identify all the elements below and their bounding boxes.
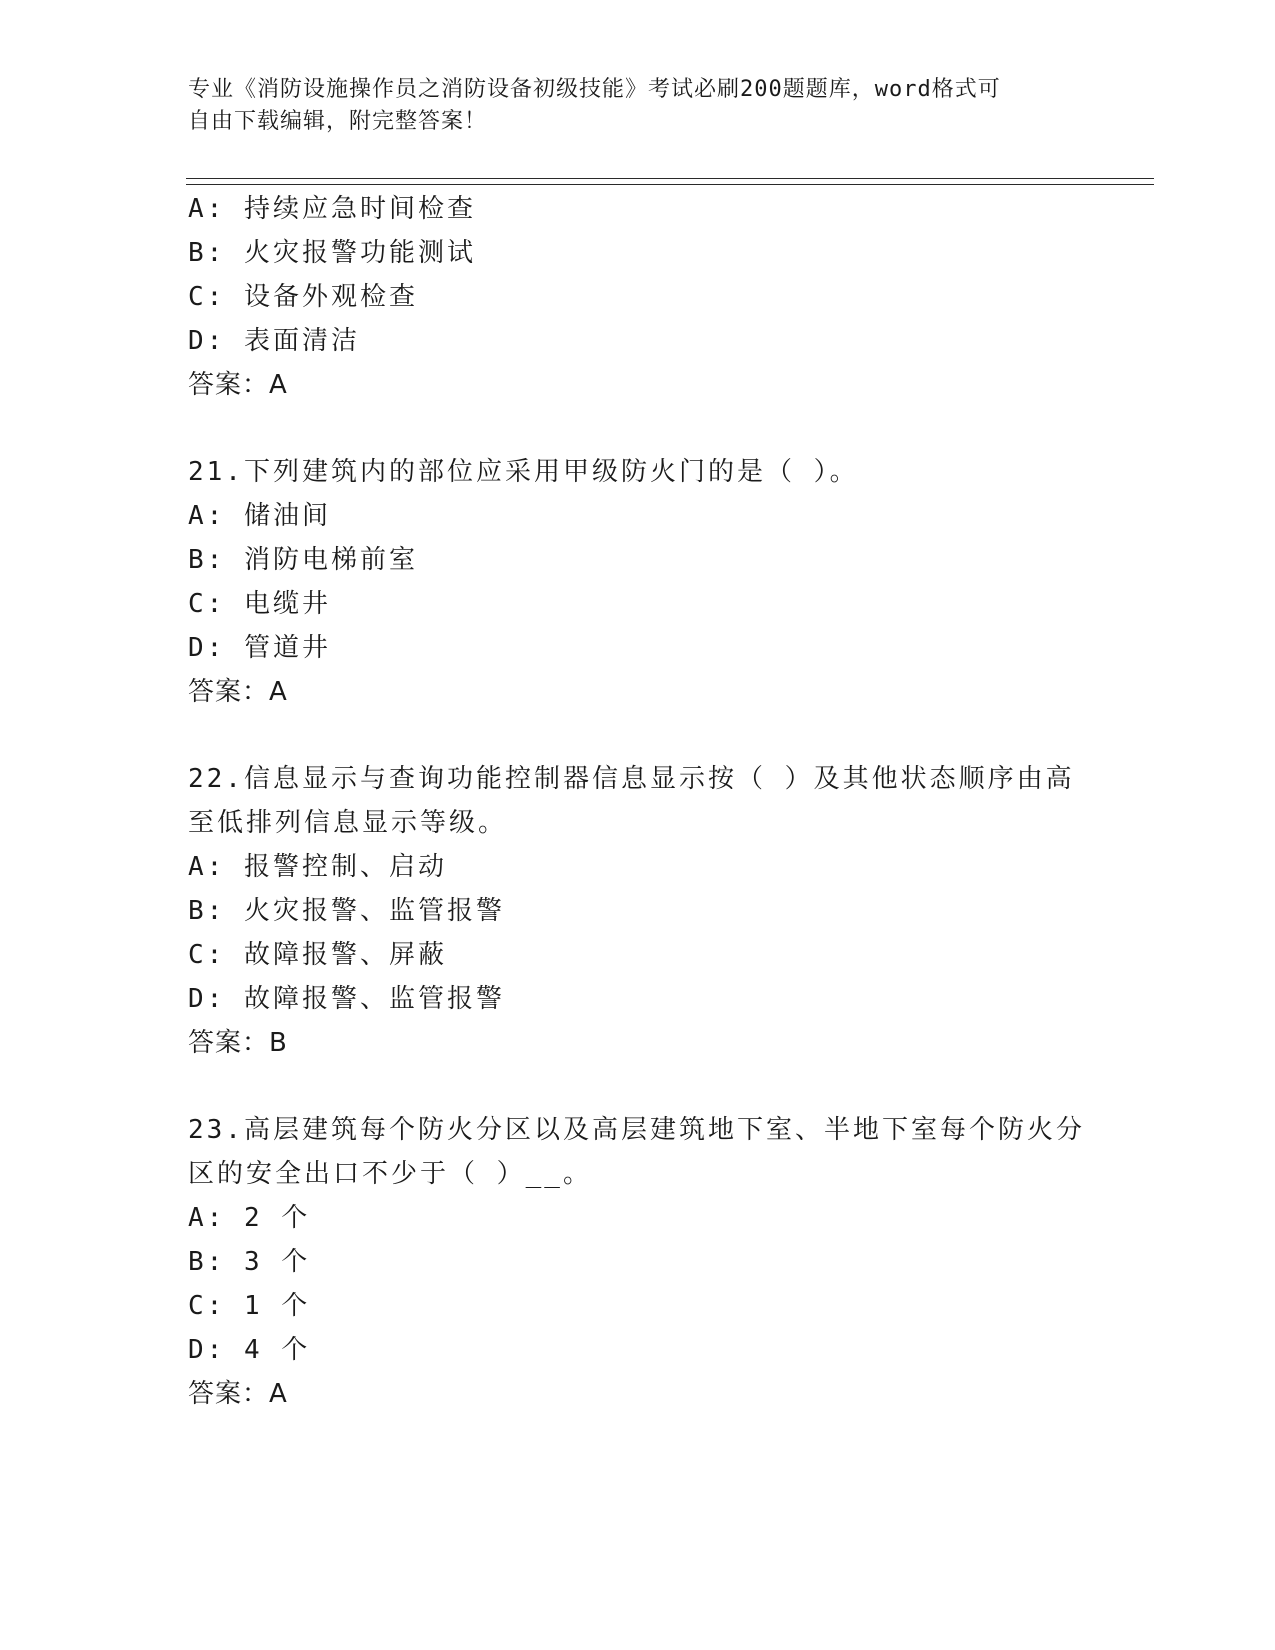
header-divider-top: [186, 178, 1154, 179]
q21-answer: 答案：A: [188, 677, 288, 707]
q23-option-b: B: 3 个: [188, 1247, 311, 1277]
q23-stem-line-2: 区的安全出口不少于（ ）__。: [188, 1159, 592, 1189]
q20-option-b: B: 火灾报警功能测试: [188, 238, 476, 268]
q23-answer: 答案：A: [188, 1379, 288, 1409]
document-header: [188, 74, 1068, 138]
q22-option-a: A: 报警控制、启动: [188, 852, 447, 882]
q22-stem-line-1: 22.信息显示与查询功能控制器信息显示按（ ）及其他状态顺序由高: [188, 764, 1075, 794]
q21-stem: 21.下列建筑内的部位应采用甲级防火门的是（ ）。: [188, 457, 859, 487]
q20-answer: 答案：A: [188, 370, 288, 400]
q20-option-c: C: 设备外观检查: [188, 282, 418, 312]
q22-answer: 答案：B: [188, 1028, 288, 1058]
header-divider-bottom: [186, 184, 1154, 185]
q23-stem-line-1: 23.高层建筑每个防火分区以及高层建筑地下室、半地下室每个防火分: [188, 1115, 1085, 1145]
q22-option-d: D: 故障报警、监管报警: [188, 984, 505, 1014]
q21-option-c: C: 电缆井: [188, 589, 331, 619]
q22-stem-line-2: 至低排列信息显示等级。: [188, 808, 508, 838]
q21-option-d: D: 管道井: [188, 633, 331, 663]
q23-option-a: A: 2 个: [188, 1203, 311, 1233]
header-line-1: 专业《消防设施操作员之消防设备初级技能》考试必刷200题题库，word格式可: [188, 77, 1001, 102]
q21-option-b: B: 消防电梯前室: [188, 545, 418, 575]
q20-option-d: D: 表面清洁: [188, 326, 360, 356]
q23-option-d: D: 4 个: [188, 1335, 311, 1365]
q21-option-a: A: 储油间: [188, 501, 331, 531]
q20-option-a: A: 持续应急时间检查: [188, 194, 476, 224]
q22-option-b: B: 火灾报警、监管报警: [188, 896, 505, 926]
q23-option-c: C: 1 个: [188, 1291, 311, 1321]
q22-option-c: C: 故障报警、屏蔽: [188, 940, 447, 970]
header-line-2: 自由下载编辑，附完整答案！: [188, 109, 488, 134]
